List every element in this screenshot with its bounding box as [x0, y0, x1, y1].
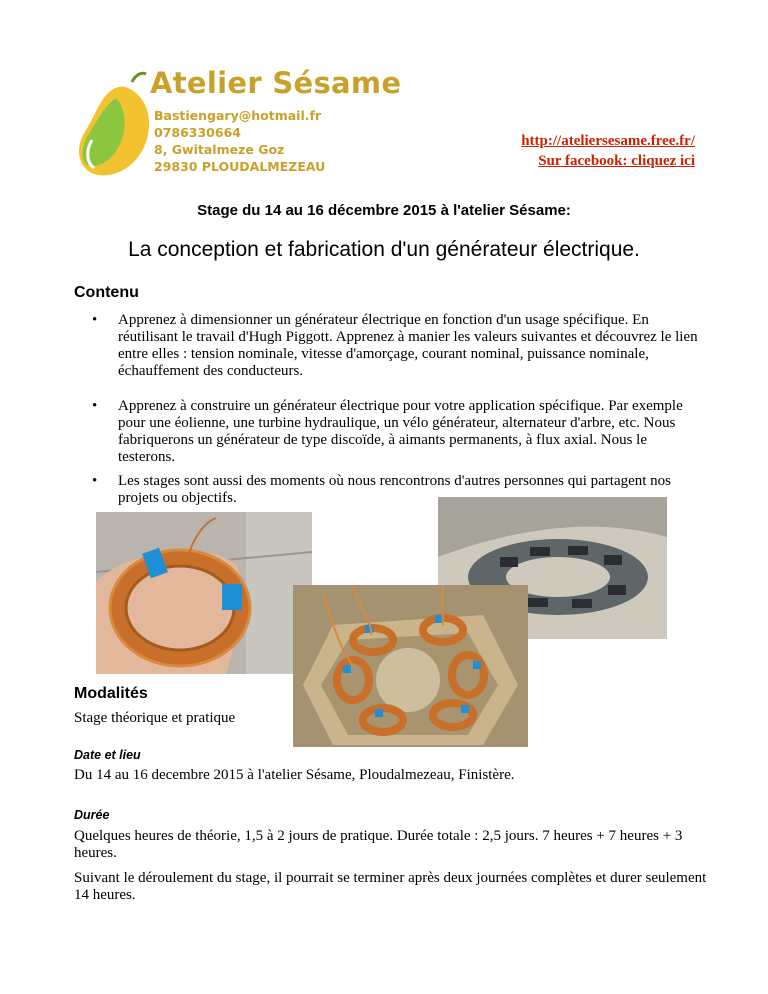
bullet-marker: •: [92, 312, 98, 328]
brand-name: Atelier Sésame: [150, 66, 402, 100]
duree-text-2: Suivant le déroulement du stage, il pourrait se terminer après deux journées complètes et durer seulement 14 heures.: [74, 870, 707, 903]
date-text: Du 14 au 16 decembre 2015 à l'atelier Sésame, Ploudalmezeau, Finistère.: [74, 767, 515, 783]
duree-text-1: Quelques heures de théorie, 1,5 à 2 jours de pratique. Durée totale : 2,5 jours. 7 heures + 7 heures + 3 heures.: [74, 828, 683, 861]
bullet-item-3: Les stages sont aussi des moments où nous rencontrons d'autres personnes qui partagent nos projets ou objectifs.: [118, 473, 672, 506]
facebook-link[interactable]: Sur facebook: cliquez ici: [538, 153, 695, 169]
address-line2: 29830 PLOUDALMEZEAU: [154, 159, 326, 174]
date-heading: Date et lieu: [74, 748, 141, 762]
modalites-heading: Modalités: [74, 685, 148, 702]
contenu-heading: Contenu: [74, 284, 139, 301]
stage-heading: Stage du 14 au 16 décembre 2015 à l'atelier Sésame:: [197, 202, 571, 219]
address-line1: 8, Gwitalmeze Goz: [154, 142, 285, 157]
bullet-marker: •: [92, 473, 98, 489]
modalites-text: Stage théorique et pratique: [74, 710, 236, 726]
website-link[interactable]: http://ateliersesame.free.fr/: [521, 133, 695, 149]
email-text: Bastiengary@hotmail.fr: [154, 108, 322, 123]
bullet-marker: •: [92, 398, 98, 414]
photo-coil-in-hand: [96, 512, 312, 674]
logo-block: [76, 68, 406, 180]
page-title: La conception et fabrication d'un générateur électrique.: [128, 238, 640, 261]
duree-heading: Durée: [74, 808, 110, 822]
bullet-item-2: Apprenez à construire un générateur électrique pour votre application spécifique. Par exemple pour une éolienne, une turbine hydraulique, un vélo générateur, alternateur d'arbre, etc. Nous fabriquerons un générateur de type discoïde, à aimants permanents, à flux axial. Nous le testerons.: [118, 398, 683, 465]
bullet-item-1: Apprenez à dimensionner un générateur électrique en fonction d'un usage spécifique. En réutilisant le travail d'Hugh Piggott. Apprenez à manier les valeurs suivantes et découvrez le lien entre elles : tension nominale, vitesse d'amorçage, courant nominal, puissance nominale, échauffement des conducteurs.: [118, 312, 698, 379]
phone-text: 0786330664: [154, 125, 241, 140]
logo-pear-icon: [76, 68, 156, 180]
